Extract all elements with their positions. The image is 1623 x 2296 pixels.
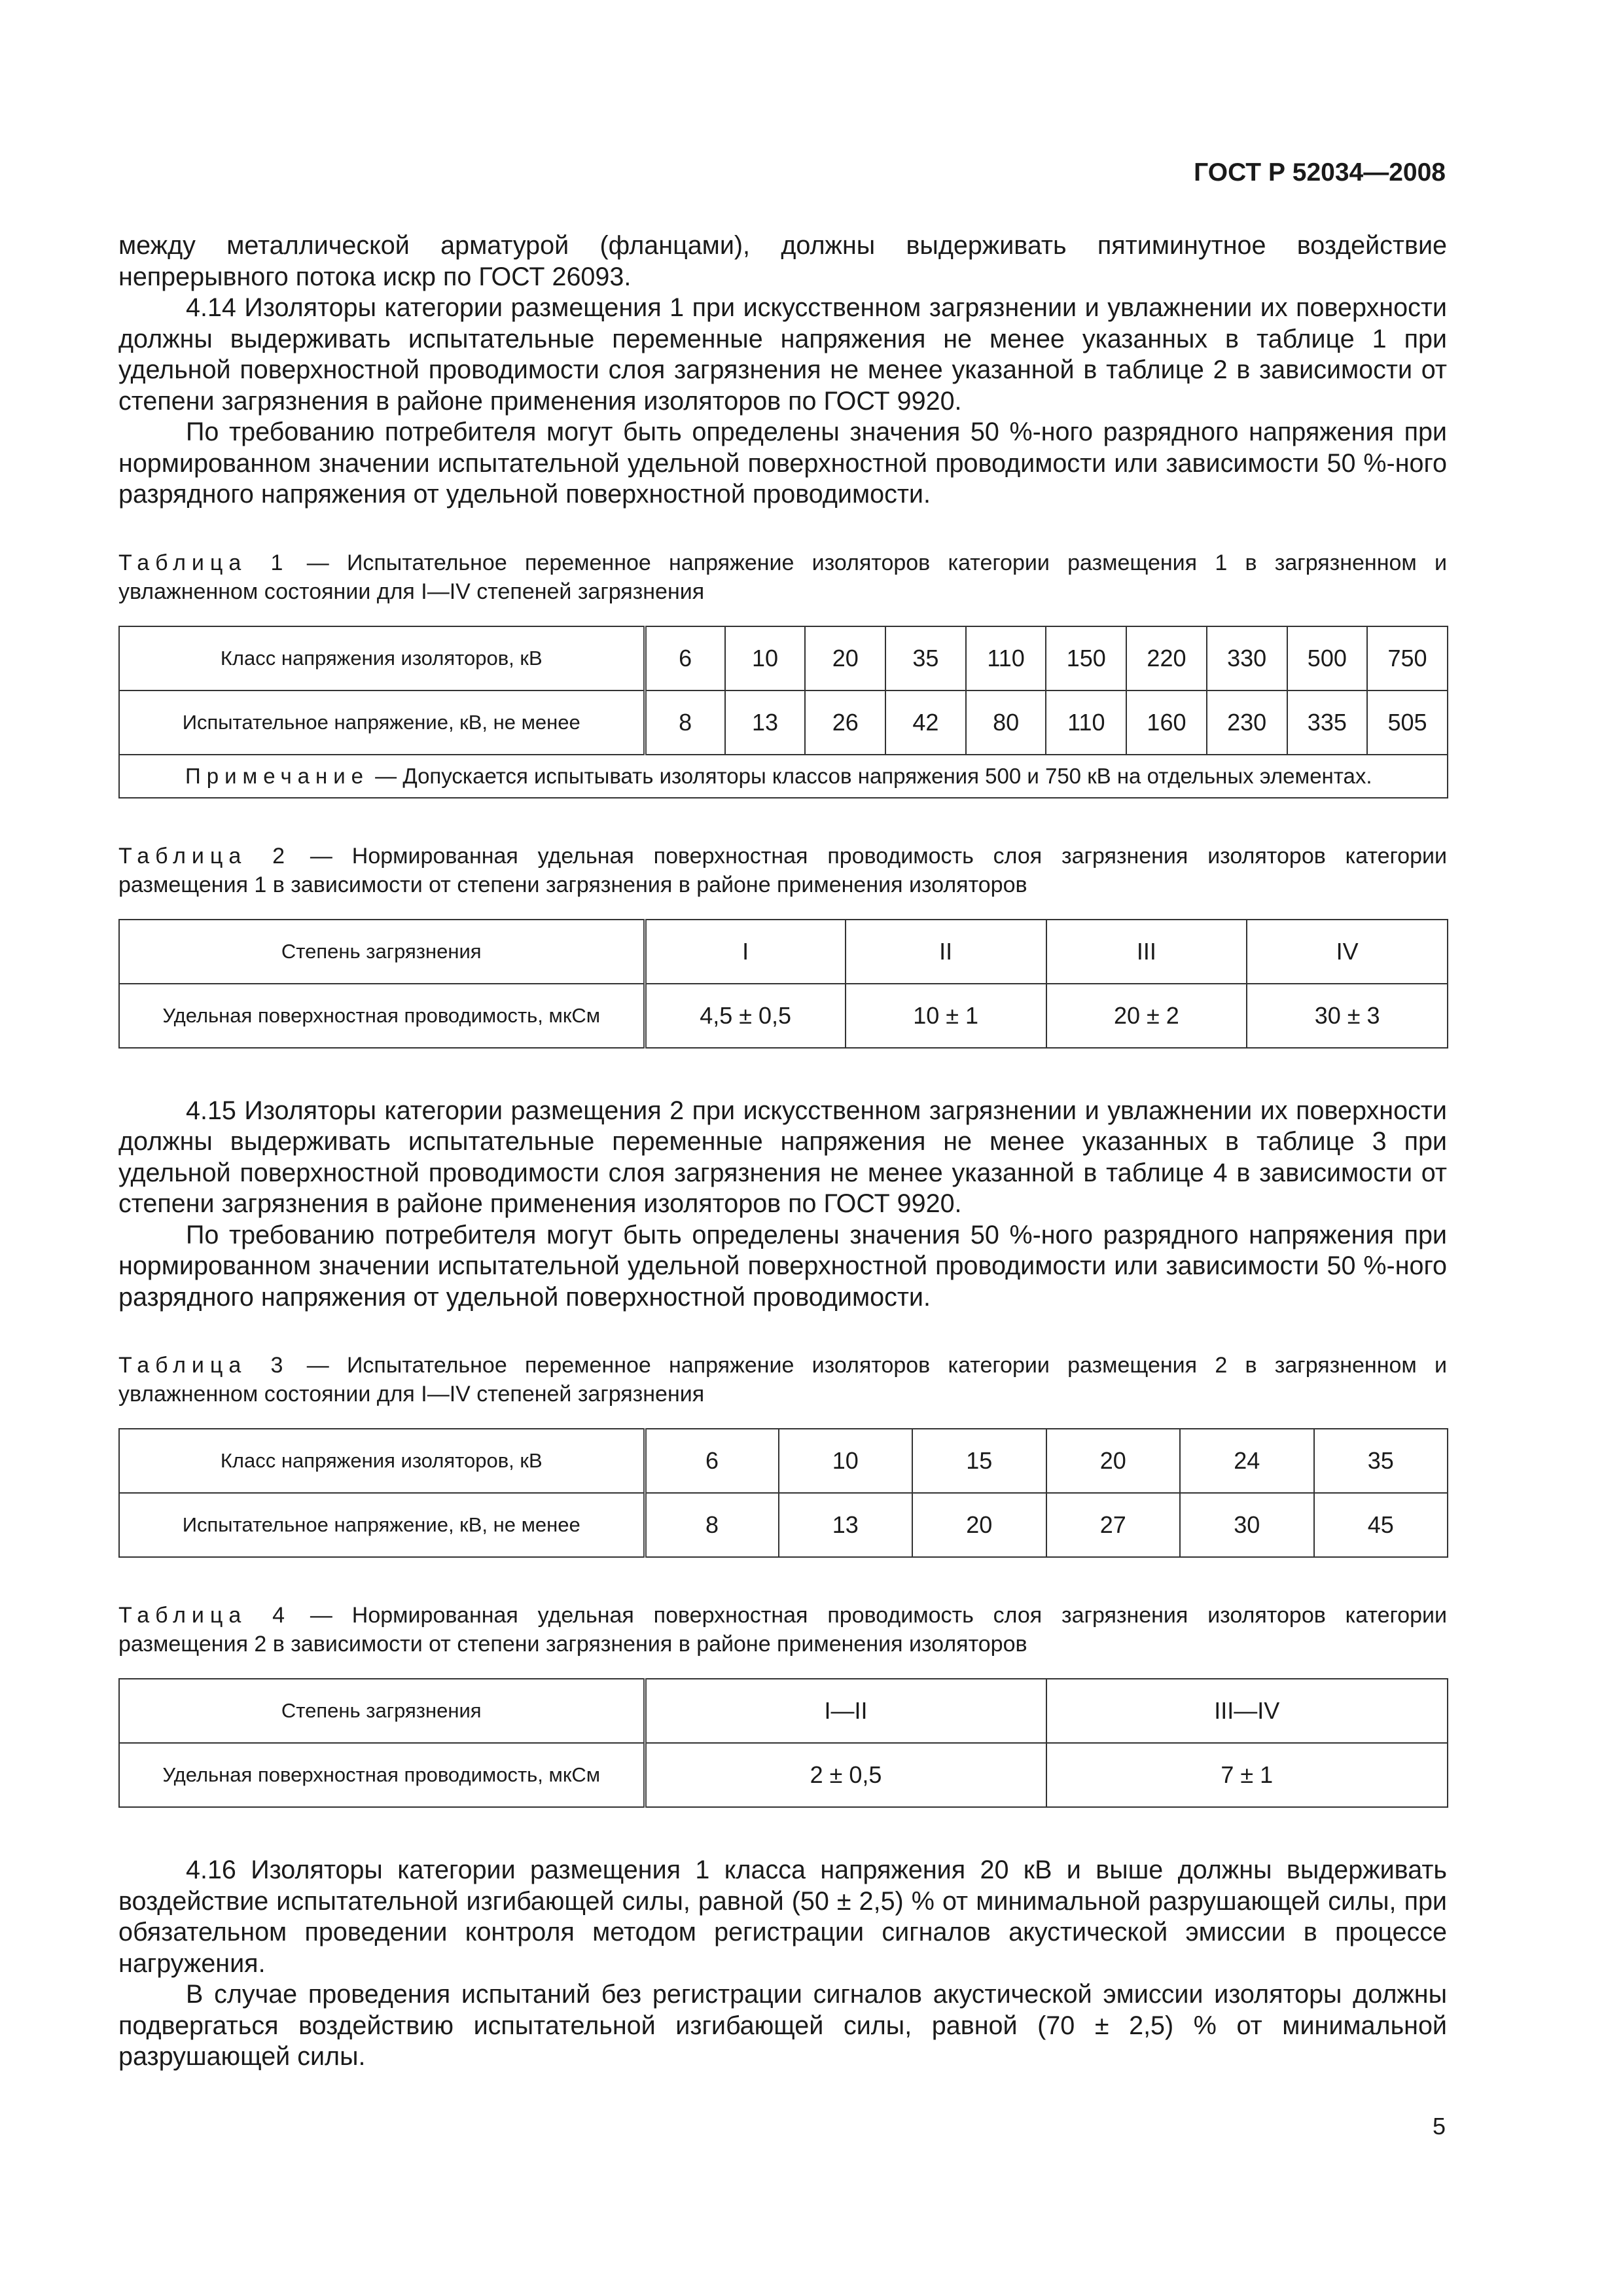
table1-cell: 150: [1046, 626, 1126, 691]
table4-cell: III—IV: [1046, 1679, 1448, 1743]
table1-caption-word: Таблица 1: [118, 550, 289, 575]
table4-cell: 7 ± 1: [1046, 1743, 1448, 1807]
table2-cell: IV: [1247, 920, 1448, 984]
table1-cell: 80: [966, 691, 1046, 755]
table3-cell: 10: [779, 1429, 913, 1493]
table4-row2-label: Удельная поверхностная проводимость, мкСм: [119, 1743, 645, 1807]
table3-row2-label: Испытательное напряжение, кВ, не менее: [119, 1493, 645, 1557]
table2-cell: 20 ± 2: [1046, 984, 1247, 1048]
table3-cell: 13: [779, 1493, 913, 1557]
table3-caption: [118, 1351, 1447, 1408]
table3-cell: 27: [1046, 1493, 1181, 1557]
table1-cell: 20: [805, 626, 885, 691]
table1-cell: 335: [1287, 691, 1368, 755]
table1-cell: 220: [1126, 626, 1207, 691]
table1-cell: 110: [1046, 691, 1126, 755]
table1: [118, 626, 1448, 798]
table1-cell: 110: [966, 626, 1046, 691]
table2-cell: 30 ± 3: [1247, 984, 1448, 1048]
table3: [118, 1428, 1448, 1558]
document-header: ГОСТ Р 52034—2008: [1194, 158, 1446, 187]
table1-caption: [118, 548, 1447, 606]
paragraph-intro: между металлической арматурой (фланцами), должны выдерживать пятиминутное воздействие непрерывного потока искр по ГОСТ 26093.: [118, 231, 1447, 291]
table1-cell: 26: [805, 691, 885, 755]
table1-cell: 42: [885, 691, 966, 755]
table3-cell: 35: [1314, 1429, 1448, 1493]
table1-cell: 500: [1287, 626, 1368, 691]
table3-row-class: [119, 1429, 1448, 1493]
table1-note: [119, 755, 1448, 798]
paragraph-4-16-b: В случае проведения испытаний без регистрации сигналов акустической эмиссии изоляторы должны подвергаться воздействию испытательной изгибающей силы, равной (70 ± 2,5) % от минимальной разрушающей силы.: [118, 1980, 1447, 2071]
table2-row1-label: Степень загрязнения: [119, 920, 645, 984]
page-content: [118, 230, 1447, 2073]
table3-cell: 30: [1180, 1493, 1314, 1557]
table1-row2-label: Испытательное напряжение, кВ, не менее: [119, 691, 645, 755]
table3-row-voltage: [119, 1493, 1448, 1557]
table2: [118, 919, 1448, 1049]
table2-cell: III: [1046, 920, 1247, 984]
table3-cell: 8: [645, 1493, 779, 1557]
table3-row1-label: Класс напряжения изоляторов, кВ: [119, 1429, 645, 1493]
table1-note-text: — Допускается испытывать изоляторы классов напряжения 500 и 750 кВ на отдельных элементах.: [369, 763, 1372, 788]
table2-cell: 10 ± 1: [846, 984, 1046, 1048]
table4-caption-text: — Нормированная удельная поверхностная проводимость слоя загрязнения изоляторов категории размещения 2 в зависимости от степени загрязнения в районе применения изоляторов: [118, 1603, 1447, 1657]
table1-row1-label: Класс напряжения изоляторов, кВ: [119, 626, 645, 691]
table1-cell: 330: [1207, 626, 1287, 691]
table2-cell: I: [645, 920, 846, 984]
table2-caption-text: — Нормированная удельная поверхностная проводимость слоя загрязнения изоляторов категории размещения 1 в зависимости от степени загрязнения в районе применения изоляторов: [118, 843, 1447, 897]
table3-caption-word: Таблица 3: [118, 1353, 289, 1378]
table2-row-conductivity: [119, 984, 1448, 1048]
table3-cell: 6: [645, 1429, 779, 1493]
table1-row-voltage: [119, 691, 1448, 755]
table3-cell: 24: [1180, 1429, 1314, 1493]
table4-caption-word: Таблица 4: [118, 1603, 291, 1628]
table2-caption-word: Таблица 2: [118, 843, 291, 869]
table3-cell: 15: [912, 1429, 1046, 1493]
table4-cell: 2 ± 0,5: [645, 1743, 1046, 1807]
table1-note-word: Примечание: [185, 763, 370, 788]
table3-cell: 20: [912, 1493, 1046, 1557]
table2-row2-label: Удельная поверхностная проводимость, мкСм: [119, 984, 645, 1048]
table1-cell: 10: [725, 626, 806, 691]
paragraph-4-14-b: По требованию потребителя могут быть определены значения 50 %-ного разрядного напряжения при нормированном значении испытательной удельной поверхностной проводимости или зависимости 50 %-ного разрядного напряжения от удельной поверхностной проводимости.: [118, 418, 1447, 509]
table2-caption: [118, 842, 1447, 899]
table1-cell: 8: [645, 691, 725, 755]
table1-cell: 160: [1126, 691, 1207, 755]
table3-cell: 20: [1046, 1429, 1181, 1493]
table1-cell: 13: [725, 691, 806, 755]
table4: [118, 1678, 1448, 1808]
table4-cell: I—II: [645, 1679, 1046, 1743]
table2-cell: 4,5 ± 0,5: [645, 984, 846, 1048]
table1-cell: 35: [885, 626, 966, 691]
table1-row-class: [119, 626, 1448, 691]
table4-row-conductivity: [119, 1743, 1448, 1807]
table2-row-degree: [119, 920, 1448, 984]
paragraph-4-14: 4.14 Изоляторы категории размещения 1 при искусственном загрязнении и увлажнении их поверхности должны выдерживать испытательные переменные напряжения не менее указанных в таблице 1 при удельной поверхностной проводимости слоя загрязнения не менее указанной в таблице 2 в зависимости от степени загрязнения в районе применения изоляторов по ГОСТ 9920.: [118, 293, 1447, 416]
table1-cell: 750: [1367, 626, 1448, 691]
table1-cell: 230: [1207, 691, 1287, 755]
paragraph-4-15-b: По требованию потребителя могут быть определены значения 50 %-ного разрядного напряжения при нормированном значении испытательной удельной поверхностной проводимости или зависимости 50 %-ного разрядного напряжения от удельной поверхностной проводимости.: [118, 1220, 1447, 1312]
table4-row1-label: Степень загрязнения: [119, 1679, 645, 1743]
table3-caption-text: — Испытательное переменное напряжение изоляторов категории размещения 2 в загрязненном и увлажненном состоянии для I—IV степеней загрязнения: [118, 1353, 1447, 1407]
paragraph-4-15: 4.15 Изоляторы категории размещения 2 при искусственном загрязнении и увлажнении их поверхности должны выдерживать испытательные переменные напряжения не менее указанных в таблице 3 при удельной поверхностной проводимости слоя загрязнения не менее указанной в таблице 4 в зависимости от степени загрязнения в районе применения изоляторов по ГОСТ 9920.: [118, 1096, 1447, 1218]
table1-cell: 6: [645, 626, 725, 691]
table1-caption-text: — Испытательное переменное напряжение изоляторов категории размещения 1 в загрязненном и увлажненном состоянии для I—IV степеней загрязнения: [118, 550, 1447, 604]
table1-note-row: [119, 755, 1448, 798]
page-number: 5: [1432, 2113, 1446, 2140]
table4-caption: [118, 1601, 1447, 1659]
table1-cell: 505: [1367, 691, 1448, 755]
paragraph-4-16: 4.16 Изоляторы категории размещения 1 класса напряжения 20 кВ и выше должны выдерживать воздействие испытательной изгибающей силы, равной (50 ± 2,5) % от минимальной разрушающей силы, при обязательном проведении контроля методом регистрации сигналов акустической эмиссии в процессе нагружения.: [118, 1856, 1447, 1978]
table2-cell: II: [846, 920, 1046, 984]
table3-cell: 45: [1314, 1493, 1448, 1557]
table4-row-degree: [119, 1679, 1448, 1743]
